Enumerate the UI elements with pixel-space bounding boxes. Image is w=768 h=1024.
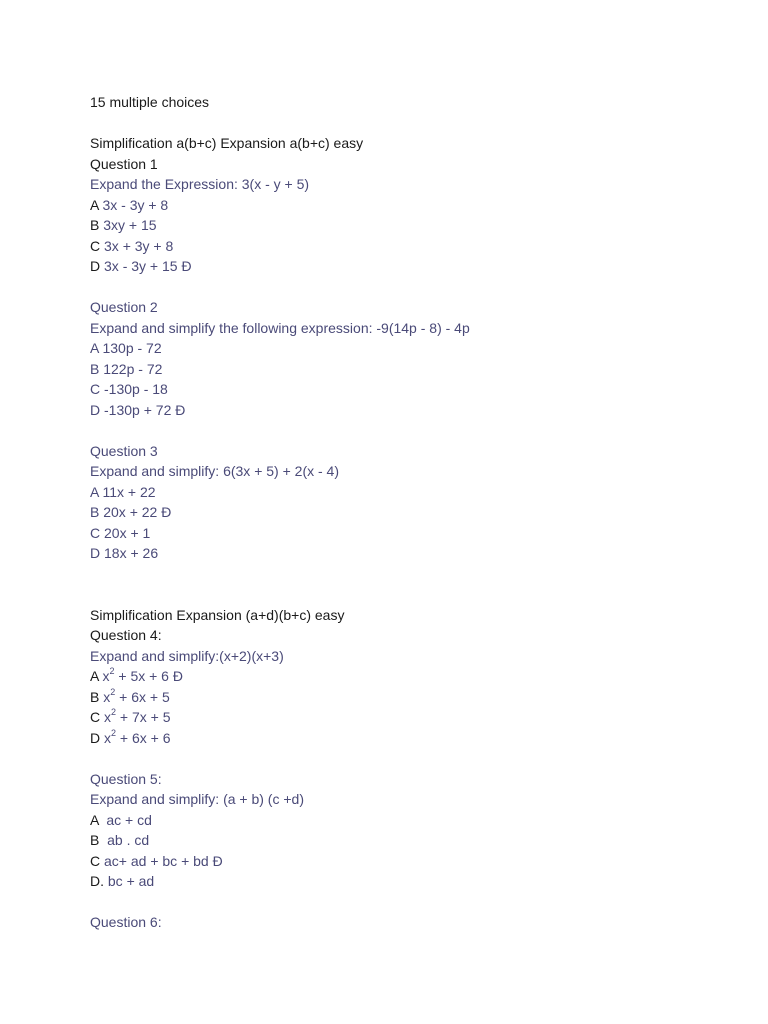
option-text: 20x + 1 (100, 524, 151, 541)
option-letter: A (90, 483, 99, 500)
question-label: Question 6: (90, 914, 162, 930)
question-prompt: Expand and simplify: 6(3x + 5) + 2(x - 4) (90, 463, 339, 479)
option-d (90, 543, 730, 564)
section-2 (90, 605, 730, 933)
exponent: 2 (111, 727, 117, 738)
option-letter: D. (90, 873, 104, 889)
option-letter: A (90, 811, 99, 828)
option-a (90, 666, 730, 687)
option-d (90, 256, 730, 277)
option-letter: B (90, 688, 100, 705)
exponent: 2 (111, 707, 117, 718)
section-title: Simplification Expansion (a+d)(b+c) easy (90, 606, 345, 623)
option-letter: B (90, 360, 100, 377)
option-letter: D (90, 729, 101, 746)
question-1 (90, 154, 730, 277)
exponent: 2 (110, 686, 116, 697)
option-letter: A (90, 196, 99, 213)
question-label: Question 5: (90, 770, 162, 787)
option-c (90, 851, 730, 872)
option-text: ac + cd (98, 811, 152, 828)
option-letter: C (90, 237, 101, 254)
option-text: 3x + 3y + 8 (100, 237, 174, 254)
question-label: Question 4: (90, 627, 162, 643)
option-letter: B (90, 832, 100, 848)
option-d (90, 400, 730, 421)
spacer (90, 113, 730, 134)
option-letter: B (90, 504, 100, 520)
option-text: ab . cd (99, 832, 150, 848)
option-text: 18x + 26 (100, 545, 159, 561)
option-letter: D (90, 258, 101, 274)
question-2 (90, 297, 730, 420)
document-header: 15 multiple choices (90, 94, 210, 110)
option-letter: B (90, 217, 100, 233)
option-d (90, 728, 730, 749)
option-text: 11x + 22 (98, 483, 156, 500)
spacer (90, 277, 730, 298)
option-text-pre: x (100, 729, 112, 746)
option-text-pre: x (99, 688, 111, 705)
option-a (90, 482, 730, 503)
option-text-post: + 6x + 6 (116, 729, 171, 746)
option-letter: D (90, 401, 101, 418)
option-c (90, 379, 730, 400)
option-b (90, 830, 730, 851)
option-c (90, 707, 730, 728)
spacer (90, 748, 730, 769)
option-text: bc + ad (104, 873, 155, 889)
option-d (90, 871, 730, 892)
question-prompt: Expand and simplify: (a + b) (c +d) (90, 791, 304, 807)
spacer (90, 420, 730, 441)
section-1 (90, 133, 730, 564)
option-text-pre: x (100, 709, 112, 725)
option-text-post: + 7x + 5 (116, 709, 171, 725)
option-b (90, 359, 730, 380)
option-c (90, 523, 730, 544)
option-text: 3xy + 15 (99, 217, 157, 233)
spacer (90, 892, 730, 913)
question-prompt: Expand the Expression: 3(x - y + 5) (90, 176, 310, 192)
option-a (90, 195, 730, 216)
question-prompt: Expand and simplify the following expression: -9(14p - 8) - 4p (90, 319, 470, 336)
option-text: 3x - 3y + 15 Ð (100, 258, 192, 274)
option-text: 3x - 3y + 8 (98, 196, 169, 213)
option-text-pre: x (98, 668, 110, 684)
option-text: 122p - 72 (99, 360, 163, 377)
option-text: -130p - 18 (100, 381, 168, 397)
spacer (90, 564, 730, 605)
option-b (90, 687, 730, 708)
option-letter: A (90, 340, 99, 356)
option-letter: D (90, 545, 101, 561)
question-3 (90, 441, 730, 564)
question-5 (90, 769, 730, 892)
option-c (90, 236, 730, 257)
option-text: 20x + 22 Ð (99, 504, 172, 520)
option-text: 130p - 72 (98, 340, 162, 356)
section-title: Simplification a(b+c) Expansion a(b+c) easy (90, 135, 364, 151)
option-letter: A (90, 668, 99, 684)
exponent: 2 (109, 666, 115, 677)
option-b (90, 502, 730, 523)
option-letter: C (90, 381, 101, 397)
option-letter: C (90, 524, 101, 541)
option-text: -130p + 72 Ð (100, 401, 186, 418)
option-letter: C (90, 852, 101, 869)
option-text-post: + 6x + 5 (115, 688, 170, 705)
question-prompt: Expand and simplify:(x+2)(x+3) (90, 647, 284, 664)
option-text: ac+ ad + bc + bd Ð (100, 852, 223, 869)
option-a (90, 810, 730, 831)
option-b (90, 215, 730, 236)
option-a (90, 338, 730, 359)
question-label: Question 1 (90, 155, 158, 172)
question-4 (90, 625, 730, 748)
question-label: Question 3 (90, 442, 158, 459)
question-6 (90, 912, 730, 933)
question-label: Question 2 (90, 299, 158, 315)
document-page (90, 92, 730, 933)
option-text-post: + 5x + 6 Ð (114, 668, 183, 684)
option-letter: C (90, 709, 101, 725)
